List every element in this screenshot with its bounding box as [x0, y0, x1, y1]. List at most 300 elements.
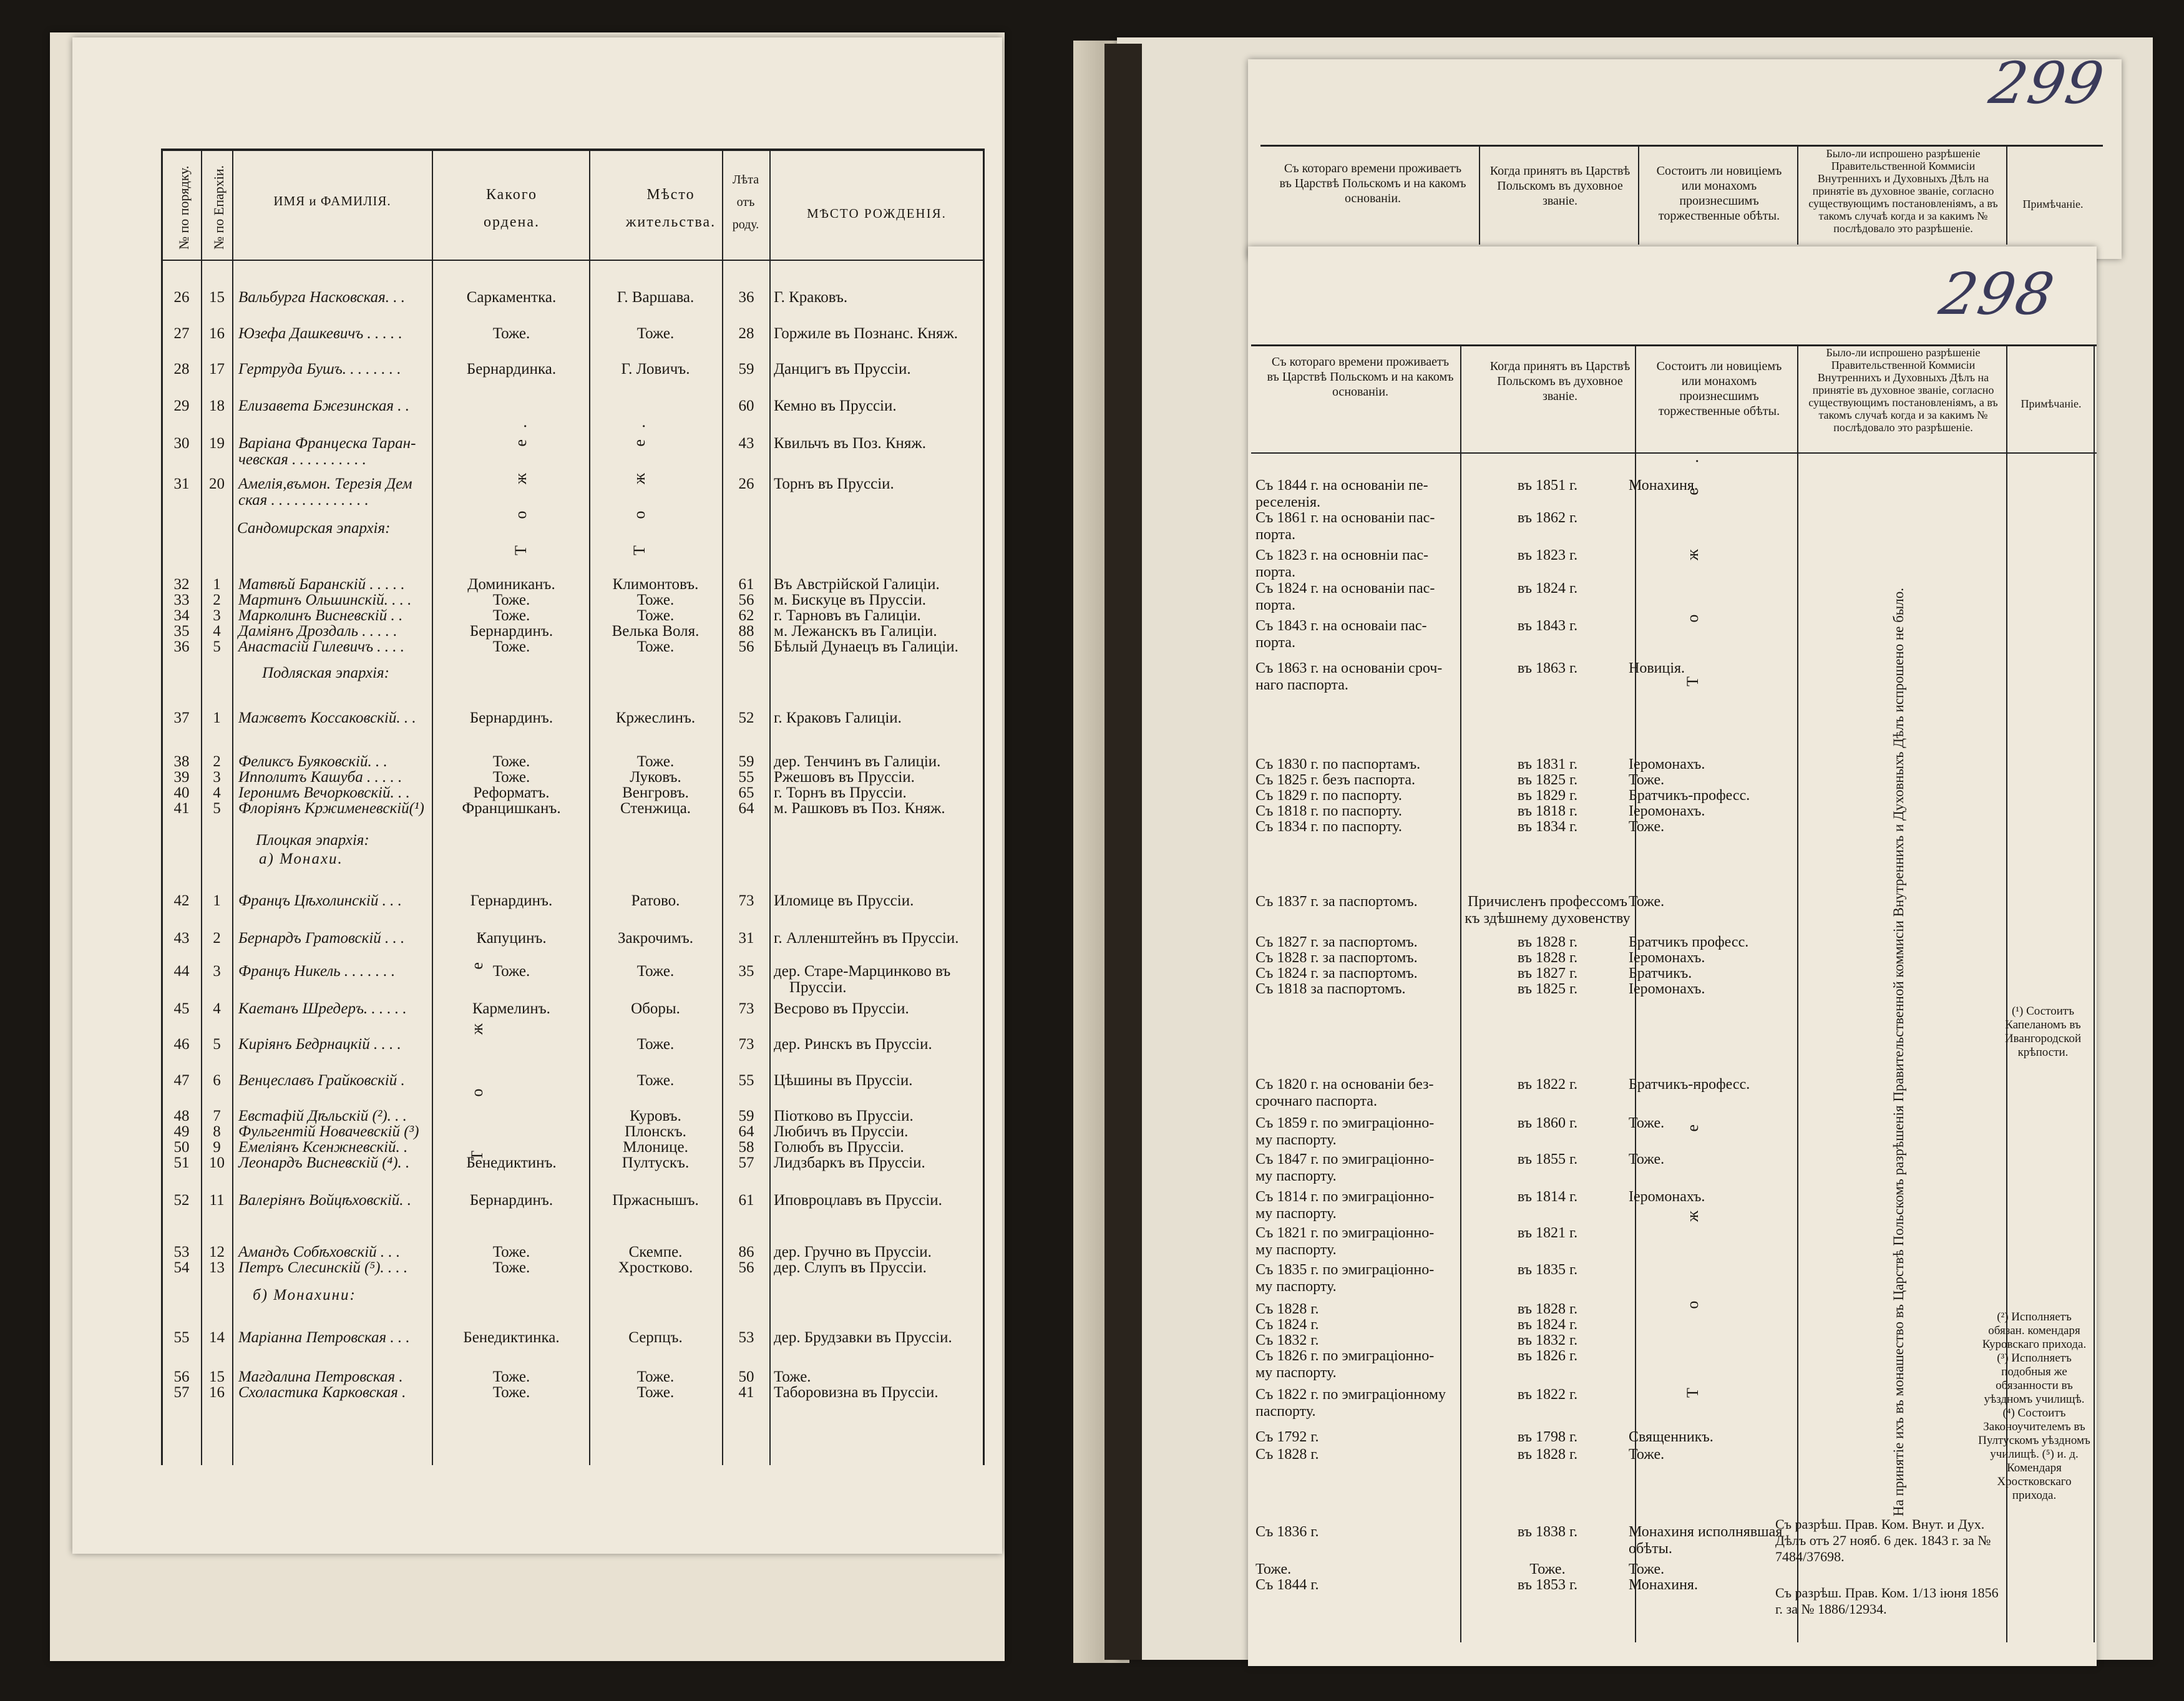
row-name: Венцеславъ Грайковскій .: [238, 1072, 405, 1089]
tozhe-vertical: Т о ж е.: [512, 412, 530, 555]
row-name: Схоластика Карковская .: [238, 1384, 406, 1401]
row-name: Гертруда Бушъ. . . . . . . .: [238, 361, 401, 378]
row-order: Тоже.: [492, 325, 530, 342]
row-name: Валеріянъ Войцѣховскій. .: [238, 1192, 412, 1209]
row-eparchy-number: 16: [209, 1384, 225, 1401]
row-eparchy-number: 13: [209, 1259, 225, 1276]
row-since-cont: му паспорту.: [1255, 1279, 1337, 1295]
row-number: 39: [173, 769, 190, 786]
footnote-2-5: (²) Исполняетъ обязан. комендаря Куровскаго прихода. (³) Исполняетъ подобныя же обязанности въ уѣздномъ училищѣ. (⁴) Состоитъ Законоучителемъ въ Пултускомъ уѣздномъ училищѣ. (⁵) и. д. Комендаря Хростковскаго прихода.: [1978, 1310, 2090, 1502]
row-status: Братчикъ-професс.: [1629, 787, 1750, 804]
row-number: 55: [173, 1329, 190, 1346]
row-order: Тоже.: [492, 769, 530, 786]
row-name: Францъ Цѣхолинскій . . .: [238, 892, 402, 909]
row-accepted: въ 1843 г.: [1517, 618, 1578, 634]
row-eparchy-number: 16: [209, 325, 225, 342]
row-order: Капуцинъ.: [476, 930, 547, 947]
row-number: 51: [173, 1154, 190, 1171]
row-status: Тоже.: [1629, 1446, 1665, 1463]
row-since: Съ 1818 за паспортомъ.: [1255, 981, 1406, 997]
row-age: 62: [738, 607, 754, 624]
row-since-cont: му паспорту.: [1255, 1365, 1337, 1381]
row-residence: Стенжица.: [620, 800, 691, 817]
row-age: 73: [738, 1000, 754, 1017]
col-rule: [1797, 344, 1798, 1642]
row-residence: Тоже.: [636, 963, 675, 980]
row-residence: Ратово.: [631, 892, 680, 909]
row-birthplace: Цѣшины въ Пруссіи.: [774, 1072, 913, 1089]
row-since: Съ 1844 г. на основаніи пе-: [1255, 477, 1428, 494]
col-rule: [201, 149, 202, 1465]
row-since: Съ 1836 г.: [1255, 1524, 1319, 1540]
row-since: Съ 1828 г.: [1255, 1301, 1319, 1317]
row-number: 47: [173, 1072, 190, 1089]
row-birthplace: Г. Краковъ.: [774, 289, 848, 306]
row-name: Евстафій Дѣльскій (²). . .: [238, 1108, 407, 1124]
row-name: Маріанна Петровская . . .: [238, 1329, 410, 1346]
row-since: Съ 1792 г.: [1255, 1429, 1319, 1445]
row-residence: Г. Варшава.: [617, 289, 695, 306]
row-name: Мажветъ Коссаковскій. . .: [238, 709, 416, 726]
row-age: 61: [738, 576, 754, 593]
row-birthplace: дер. Слупъ въ Пруссіи.: [774, 1259, 927, 1276]
row-accepted: въ 1828 г.: [1517, 1301, 1578, 1317]
col-rule: [722, 149, 723, 1465]
row-age: 56: [738, 1259, 754, 1276]
row-birthplace: г. Алленштейнъ въ Пруссіи.: [774, 930, 959, 947]
section-monks: а) Монахи.: [259, 850, 343, 867]
row-birthplace: дер. Гручно въ Пруссіи.: [774, 1244, 932, 1260]
row-name: Каетанъ Шредеръ. . . . . .: [238, 1000, 407, 1017]
row-accepted: Тоже.: [1529, 1561, 1566, 1577]
row-status: Братчикъ професс.: [1629, 934, 1749, 950]
row-order: Бернардинка.: [466, 361, 557, 378]
row-residence: Тоже.: [636, 638, 675, 655]
row-accepted: въ 1851 г.: [1517, 477, 1578, 494]
row-since: Съ 1861 г. на основаніи пас-: [1255, 510, 1435, 526]
back-top-rule: [1260, 145, 2103, 147]
row-order: Бернардинъ.: [469, 709, 553, 726]
row-eparchy-number: 2: [213, 592, 221, 608]
col-rule: [232, 149, 233, 1465]
row-accepted: въ 1862 г.: [1517, 510, 1578, 526]
row-number: 44: [173, 963, 190, 980]
row-status: Іеромонахъ.: [1629, 1189, 1705, 1205]
back-header-since: Съ котораго времени проживаетъ въ Царствѣ Польскомъ и на какомъ основаніи.: [1279, 162, 1466, 205]
col-rule: [589, 149, 590, 1465]
row-since-cont: порта.: [1255, 564, 1295, 580]
row-name: Матвѣй Баранскій . . . . .: [238, 576, 405, 593]
row-number: 45: [173, 1000, 190, 1017]
row-accepted: въ 1798 г.: [1517, 1429, 1578, 1445]
row-since: Съ 1843 г. на основаіи пас-: [1255, 618, 1427, 634]
row-birthplace: Бѣлый Дунаецъ въ Галиціи.: [774, 638, 958, 655]
header-birthplace: МѢСТО РОЖДЕНІЯ.: [807, 206, 947, 221]
row-number: 49: [173, 1123, 190, 1140]
row-number: 35: [173, 623, 190, 640]
row-name: Елизавета Бжезинская . .: [238, 397, 410, 414]
row-order: Тоже.: [492, 1384, 530, 1401]
row-order: Бенедиктинъ.: [466, 1154, 557, 1171]
row-name: Магдалина Петровская .: [238, 1368, 403, 1385]
col-rule: [983, 149, 985, 1465]
row-since: Тоже.: [1255, 1561, 1292, 1577]
row-number: 27: [173, 325, 190, 342]
row-residence: Тоже.: [636, 1368, 675, 1385]
row-number: 53: [173, 1244, 190, 1260]
row-number: 40: [173, 784, 190, 801]
tozhe-vertical: Т о ж е.: [468, 908, 486, 1161]
row-number: 42: [173, 892, 190, 909]
row-accepted: въ 1823 г.: [1517, 547, 1578, 563]
row-number: 48: [173, 1108, 190, 1124]
row-status: Монахиня исполнявшая: [1629, 1524, 1783, 1540]
row-since-cont: наго паспорта.: [1255, 677, 1348, 693]
row-since-cont: паспорту.: [1255, 1403, 1316, 1420]
row-age: 56: [738, 638, 754, 655]
row-since: Съ 1824 г. за паспортомъ.: [1255, 965, 1418, 982]
row-eparchy-number: 6: [213, 1072, 221, 1089]
row-number: 28: [173, 361, 190, 378]
row-age: 52: [738, 709, 754, 726]
row-name: Мартинъ Ольшинскій. . . .: [238, 592, 412, 608]
row-birthplace: Квильчъ въ Поз. Княж.: [774, 435, 926, 452]
row-birthplace: дер. Брудзавки въ Пруссіи.: [774, 1329, 952, 1346]
row-number: 41: [173, 800, 190, 817]
header-order: Какого ордена.: [483, 187, 540, 230]
row-age: 43: [738, 435, 754, 452]
row-name: Флоріянъ Кржименевскій(¹): [238, 800, 424, 817]
row-since-cont: му паспорту.: [1255, 1242, 1337, 1258]
row-birthplace: дер. Тенчинъ въ Галиціи.: [774, 753, 941, 770]
row-number: 57: [173, 1384, 190, 1401]
row-since: Съ 1847 г. по эмиграціонно-: [1255, 1151, 1435, 1167]
row-birthplace: Лидзбаркъ въ Пруссіи.: [774, 1154, 925, 1171]
row-since: Съ 1825 г. безъ паспорта.: [1255, 772, 1415, 788]
row-accepted: въ 1824 г.: [1517, 1317, 1578, 1333]
row-accepted: Причисленъ профессомъ: [1468, 894, 1627, 910]
row-birthplace: Данцигъ въ Пруссіи.: [774, 361, 911, 378]
row-birthplace: Иповроцлавъ въ Пруссіи.: [774, 1192, 942, 1209]
row-number: 34: [173, 607, 190, 624]
row-residence: Оборы.: [631, 1000, 680, 1017]
row-age: 73: [738, 892, 754, 909]
row-status: Іеромонахъ.: [1629, 950, 1705, 966]
header-no-order: № по порядку.: [176, 165, 192, 250]
row-name: Фульгентій Новачевскій (³): [238, 1123, 419, 1140]
table-top-rule: [161, 149, 985, 151]
col-rule: [1797, 145, 1798, 245]
row-status: Іеромонахъ.: [1629, 803, 1705, 819]
row-birthplace: Весрово въ Пруссіи.: [774, 1000, 909, 1017]
row-number: 52: [173, 1192, 190, 1209]
header-no-eparchy: № по Епархіи.: [211, 165, 227, 250]
row-order: Тоже.: [492, 607, 530, 624]
row-eparchy-number: 2: [213, 753, 221, 770]
row-name-cont: чевская . . . . . . . . . .: [238, 451, 366, 468]
row-residence: Серпцъ.: [628, 1329, 683, 1346]
row-name: Вальбурга Насковская. . .: [238, 289, 406, 306]
row-since: Съ 1820 г. на основаніи без-: [1255, 1076, 1434, 1093]
header-novice: Состоитъ ли новиціемъ или монахомъ произнесшимъ торжественные обѣты.: [1656, 359, 1782, 418]
row-since-cont: му паспорту.: [1255, 1206, 1337, 1222]
row-birthplace: Торнъ въ Пруссіи.: [774, 475, 894, 492]
row-number: 38: [173, 753, 190, 770]
row-eparchy-number: 20: [209, 475, 225, 492]
row-order: Бернардинъ.: [469, 623, 553, 640]
row-accepted: въ 1827 г.: [1517, 965, 1578, 982]
row-birthplace: г. Краковъ Галиціи.: [774, 709, 902, 726]
permission-1856: Съ разрѣш. Прав. Ком. 1/13 іюня 1856 г. за № 1886/12934.: [1775, 1585, 1999, 1617]
section-podlyas: Подляская эпархія:: [262, 665, 389, 681]
row-status: Тоже.: [1629, 1561, 1665, 1577]
section-nuns: б) Монахини:: [253, 1287, 356, 1304]
header-rule: [161, 260, 985, 261]
row-order: Бенедиктинка.: [463, 1329, 560, 1346]
row-eparchy-number: 4: [213, 1000, 221, 1017]
col-rule: [432, 149, 433, 1465]
row-eparchy-number: 3: [213, 607, 221, 624]
row-age: 35: [738, 963, 754, 980]
row-residence: Закрочимъ.: [617, 930, 694, 947]
row-name: Амелія,въмон. Терезія Дем: [238, 475, 412, 492]
row-accepted: въ 1860 г.: [1517, 1115, 1578, 1131]
row-since: Съ 1829 г. по паспорту.: [1255, 787, 1402, 804]
row-age: 28: [738, 325, 754, 342]
row-residence: Климонтовъ.: [612, 576, 699, 593]
permission-1843: Съ разрѣш. Прав. Ком. Внут. и Дух. Дѣлъ отъ 27 нояб. 6 дек. 1843 г. за № 7484/37698.: [1775, 1516, 1991, 1564]
row-accepted: въ 1822 г.: [1517, 1387, 1578, 1403]
row-status: Іеромонахъ.: [1629, 981, 1705, 997]
row-eparchy-number: 9: [213, 1139, 221, 1156]
row-accepted: въ 1834 г.: [1517, 819, 1578, 835]
row-birthplace: г. Торнъ въ Пруссіи.: [774, 784, 907, 801]
row-birthplace: м. Рашковъ въ Поз. Княж.: [774, 800, 945, 817]
row-order: Тоже.: [492, 1368, 530, 1385]
row-age: 86: [738, 1244, 754, 1260]
col-rule: [1638, 145, 1639, 245]
row-age: 58: [738, 1139, 754, 1156]
row-residence: Г. Ловичъ.: [621, 361, 690, 378]
row-eparchy-number: 10: [209, 1154, 225, 1171]
row-accepted: въ 1835 г.: [1517, 1262, 1578, 1278]
row-since: Съ 1827 г. за паспортомъ.: [1255, 934, 1418, 950]
row-eparchy-number: 7: [213, 1108, 221, 1124]
row-eparchy-number: 17: [209, 361, 225, 378]
section-sandomir: Сандомирская эпархія:: [237, 520, 391, 537]
row-eparchy-number: 1: [213, 576, 221, 593]
col-rule: [2094, 344, 2095, 1642]
row-status: Братчикъ-професс.: [1629, 1076, 1750, 1093]
row-age: 50: [738, 1368, 754, 1385]
row-eparchy-number: 15: [209, 1368, 225, 1385]
footnote-1: (¹) Состоитъ Капеланомъ въ Ивангородской крѣпости.: [2004, 1005, 2082, 1059]
row-number: 32: [173, 576, 190, 593]
row-age: 64: [738, 800, 754, 817]
row-eparchy-number: 5: [213, 638, 221, 655]
row-eparchy-number: 18: [209, 397, 225, 414]
row-order: Тоже.: [492, 592, 530, 608]
back-header-novice: Состоитъ ли новиціемъ или монахомъ произнесшимъ торжественные обѣты.: [1656, 164, 1782, 223]
row-age: 88: [738, 623, 754, 640]
row-age: 64: [738, 1123, 754, 1140]
row-order: Францишканъ.: [462, 800, 561, 817]
row-residence: Кржеслинъ.: [615, 709, 696, 726]
row-eparchy-number: 3: [213, 963, 221, 980]
row-residence: Тоже.: [636, 753, 675, 770]
tozhe-vertical: Т о ж е.: [630, 412, 648, 555]
row-name: Бернардъ Гратовскій . . .: [238, 930, 405, 947]
row-order: Доминиканъ.: [467, 576, 555, 593]
row-name: Даміянъ Дроздаль . . . . .: [238, 623, 397, 640]
row-eparchy-number: 1: [213, 892, 221, 909]
row-birthplace: Ржешовъ въ Пруссіи.: [774, 769, 915, 786]
row-birthplace: г. Тарновъ въ Галиціи.: [774, 607, 921, 624]
row-order: Бернардинъ.: [469, 1192, 553, 1209]
row-name: Петръ Слесинскій (⁵). . . .: [238, 1259, 408, 1276]
row-name: Емеліянъ Ксенжневскій. .: [238, 1139, 408, 1156]
header-name: ИМЯ и ФАМИЛІЯ.: [273, 193, 391, 208]
row-residence: Венгровъ.: [622, 784, 689, 801]
row-name-cont: ская . . . . . . . . . . . . .: [238, 492, 369, 509]
row-birthplace-cont: Пруссіи.: [789, 979, 847, 996]
tozhe-vertical: Т о ж е.: [1684, 1045, 1702, 1398]
col-rule: [161, 149, 163, 1465]
row-order: Тоже.: [492, 963, 530, 980]
row-birthplace: Кемно въ Пруссіи.: [774, 397, 897, 414]
row-accepted-cont: къ здѣшнему духовенству: [1465, 910, 1631, 927]
row-accepted: въ 1818 г.: [1517, 803, 1578, 819]
row-accepted: въ 1826 г.: [1517, 1348, 1578, 1364]
row-eparchy-number: 4: [213, 784, 221, 801]
header-accepted: Когда принятъ въ Царствѣ Польскомъ въ духовное званіе.: [1489, 359, 1631, 403]
row-accepted: въ 1832 г.: [1517, 1332, 1578, 1348]
header-rule: [1251, 452, 2097, 454]
page-number-back: 299: [1984, 50, 2110, 117]
row-status: Тоже.: [1629, 772, 1665, 788]
row-since-cont: порта.: [1255, 597, 1295, 613]
row-age: 65: [738, 784, 754, 801]
row-age: 61: [738, 1192, 754, 1209]
row-residence: Луковъ.: [630, 769, 681, 786]
row-number: 46: [173, 1036, 190, 1053]
row-accepted: въ 1821 г.: [1517, 1225, 1578, 1241]
col-rule: [1460, 344, 1461, 1642]
row-name: Амандъ Собѣховскій . . .: [238, 1244, 401, 1260]
row-since: Съ 1823 г. на основніи пас-: [1255, 547, 1428, 563]
row-number: 33: [173, 592, 190, 608]
row-residence: Куровъ.: [630, 1108, 681, 1124]
row-order: Тоже.: [492, 1259, 530, 1276]
row-since: Съ 1834 г. по паспорту.: [1255, 819, 1402, 835]
gutter: [1104, 44, 1142, 1660]
row-residence: Млонице.: [623, 1139, 688, 1156]
row-birthplace: дер. Ринскъ въ Пруссіи.: [774, 1036, 932, 1053]
row-since: Съ 1822 г. по эмиграціонному: [1255, 1387, 1446, 1403]
row-accepted: въ 1829 г.: [1517, 787, 1578, 804]
row-since: Съ 1821 г. по эмиграціонно-: [1255, 1225, 1435, 1241]
row-status: Братчикъ.: [1629, 965, 1692, 982]
row-accepted: въ 1831 г.: [1517, 756, 1578, 773]
row-birthplace: Иломице въ Пруссіи.: [774, 892, 914, 909]
row-since-cont: му паспорту.: [1255, 1132, 1337, 1148]
row-birthplace: Въ Австрійской Галиціи.: [774, 576, 940, 593]
row-accepted: въ 1814 г.: [1517, 1189, 1578, 1205]
row-status: Тоже.: [1629, 819, 1665, 835]
row-since: Съ 1863 г. на основаніи сроч-: [1255, 660, 1443, 676]
row-residence: Скемпе.: [628, 1244, 683, 1260]
row-since: Съ 1830 г. по паспортамъ.: [1255, 756, 1421, 773]
row-eparchy-number: 19: [209, 435, 225, 452]
row-age: 59: [738, 753, 754, 770]
row-eparchy-number: 5: [213, 1036, 221, 1053]
row-number: 50: [173, 1139, 190, 1156]
header-residence: Мѣсто жительства.: [625, 187, 716, 230]
header-age: Лѣта отъ роду.: [732, 173, 759, 232]
row-birthplace: м. Бискуце въ Пруссіи.: [774, 592, 927, 608]
row-residence: Тоже.: [636, 1384, 675, 1401]
row-age: 59: [738, 1108, 754, 1124]
row-accepted: въ 1828 г.: [1517, 950, 1578, 966]
row-number: 37: [173, 709, 190, 726]
row-since: Съ 1828 г. за паспортомъ.: [1255, 950, 1418, 966]
row-name: Леонардъ Висневскій (⁴). .: [238, 1154, 410, 1171]
row-age: 56: [738, 592, 754, 608]
row-birthplace: Піотково въ Пруссіи.: [774, 1108, 914, 1124]
row-since: Съ 1828 г.: [1255, 1446, 1319, 1463]
row-since: Съ 1844 г.: [1255, 1577, 1319, 1593]
row-since: Съ 1814 г. по эмиграціонно-: [1255, 1189, 1435, 1205]
row-status: Монахиня.: [1629, 477, 1698, 494]
row-accepted: въ 1825 г.: [1517, 772, 1578, 788]
row-age: 55: [738, 1072, 754, 1089]
row-name: Киріянъ Бедрнацкій . . . .: [238, 1036, 401, 1053]
row-age: 73: [738, 1036, 754, 1053]
row-name: Ипполитъ Кашуба . . . . .: [238, 769, 402, 786]
row-accepted: въ 1855 г.: [1517, 1151, 1578, 1167]
row-eparchy-number: 8: [213, 1123, 221, 1140]
row-eparchy-number: 2: [213, 930, 221, 947]
row-order: Гернардинъ.: [470, 892, 553, 909]
row-age: 53: [738, 1329, 754, 1346]
row-number: 56: [173, 1368, 190, 1385]
row-eparchy-number: 12: [209, 1244, 225, 1260]
row-number: 31: [173, 475, 190, 492]
row-birthplace: Таборовизна въ Пруссіи.: [774, 1384, 938, 1401]
row-order: Тоже.: [492, 638, 530, 655]
row-residence: Плонскъ.: [625, 1123, 686, 1140]
row-since: Съ 1835 г. по эмиграціонно-: [1255, 1262, 1435, 1278]
row-status: Тоже.: [1629, 1115, 1665, 1131]
row-status: Священникъ.: [1629, 1429, 1714, 1445]
row-status: Тоже.: [1629, 894, 1665, 910]
row-age: 26: [738, 475, 754, 492]
row-residence: Велька Воля.: [612, 623, 700, 640]
row-accepted: въ 1824 г.: [1517, 580, 1578, 597]
back-header-notes: Примѣчаніе.: [2022, 198, 2084, 210]
col-rule: [2006, 145, 2007, 245]
row-since-cont: му паспорту.: [1255, 1168, 1337, 1184]
row-order: Тоже.: [492, 1244, 530, 1260]
row-since-cont: порта.: [1255, 635, 1295, 651]
row-name: Юзефа Дашкевичъ . . . . .: [238, 325, 402, 342]
row-residence: Тоже.: [636, 592, 675, 608]
back-header-permission: Было-ли испрошено разрѣшеніе Правительственной Коммисіи Внутреннихъ и Духовныхъ Дѣлъ на принятіе въ духовное званіе, согласно существующимъ постановленіямъ, а въ такомъ случаѣ когда и за какимъ № послѣдовало это разрѣшеніе.: [1808, 147, 1998, 235]
row-residence: Хростково.: [618, 1259, 693, 1276]
back-header-accepted: Когда принятъ въ Царствѣ Польскомъ въ духовное званіе.: [1489, 164, 1631, 208]
header-since: Съ котораго времени проживаетъ въ Царствѣ Польскомъ и на какомъ основаніи.: [1267, 355, 1454, 399]
row-since-cont: реселенія.: [1255, 494, 1321, 510]
